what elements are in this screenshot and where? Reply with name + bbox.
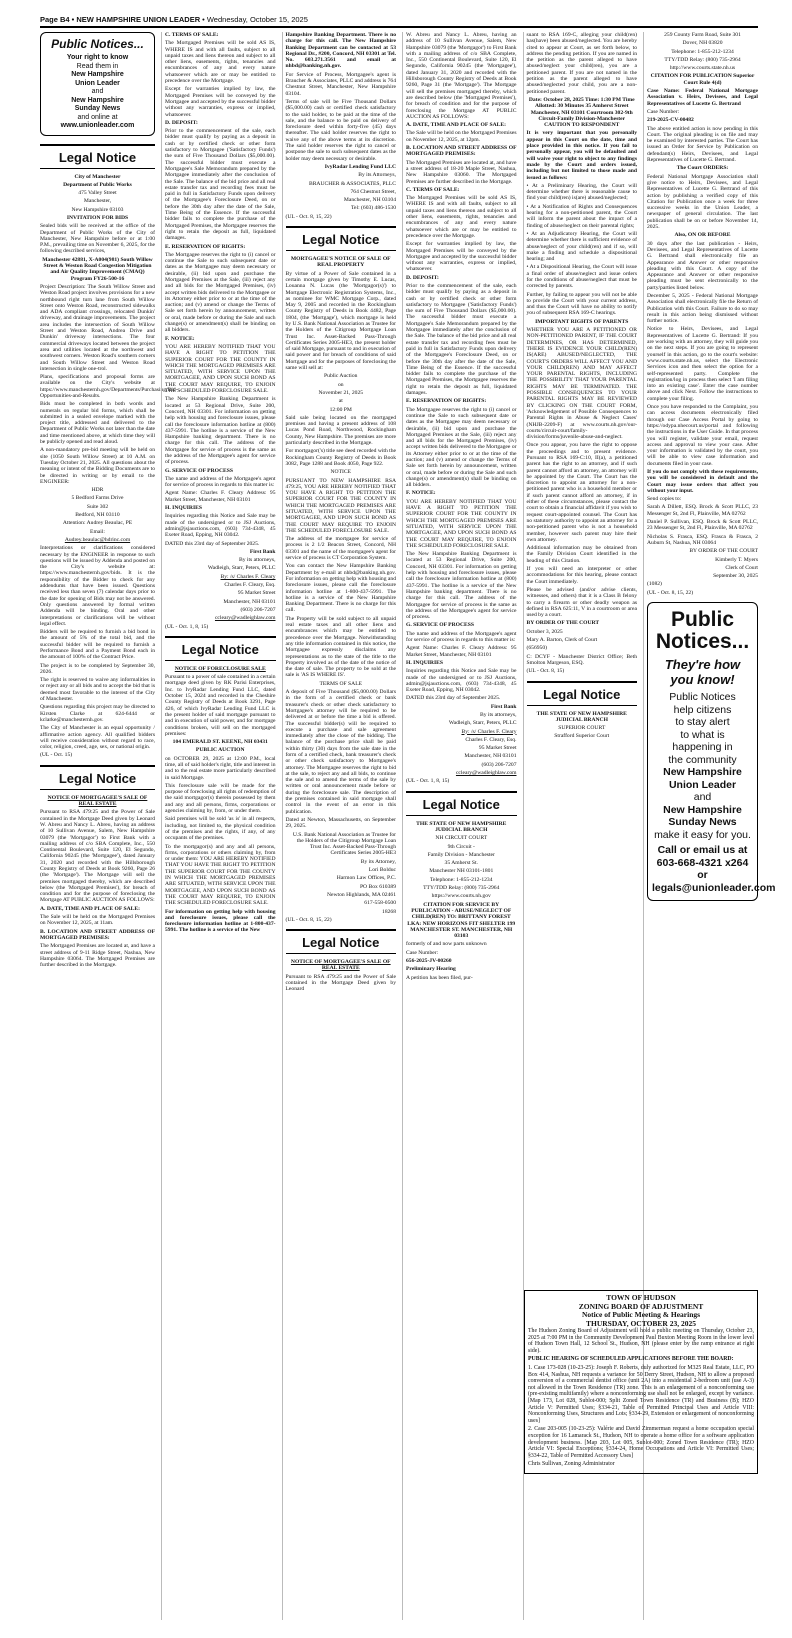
notice-paragraph: Said premises will be sold 'as is' in all respects, including, not limited to, the physical condition of the premises and the rights, if any, of any occupants of the premises. <box>165 816 276 842</box>
signature-block <box>406 704 517 785</box>
notice-line: City of Manchester <box>74 173 121 180</box>
notice-subhead: C. TERMS OF SALE: <box>406 186 460 193</box>
town-title-line: TOWN OF HUDSON <box>606 1293 676 1302</box>
promo-line: New Hampshire <box>71 96 124 104</box>
notice-line: TERMS OF SALE <box>319 680 363 687</box>
notice-line: Dover, NH 03820 <box>682 40 723 47</box>
signature-block <box>165 549 276 630</box>
notice-paragraph: This foreclosure sale will be made for the purpose of foreclosing all rights of redemption of the said mortgagor(s) therein possessed by them and any and all persons, firms, corporations or agencies claiming by, from, or under them. <box>165 782 276 815</box>
sig-line: Manchester, NH 03101 <box>223 598 276 605</box>
legal-notice-heading: Legal Notice <box>286 226 397 251</box>
notice-line: Case Number: <box>406 949 439 956</box>
sig-line: 95 Market Street <box>478 745 517 752</box>
public-notices-ad <box>647 602 776 901</box>
ad-body-line: the community <box>668 753 737 766</box>
notice-paragraph: YOU ARE HEREBY NOTIFIED THAT YOU HAVE A RIGHT TO PETITION THE SUPERIOR COURT FOR THE COUNTY IN WHICH THE MORTGAGED PREMISES ARE SITUATED, WITH SERVICE UPON THE MORTGAGEE, AND UPON SUCH BOND AS THE COURT MAY REQUIRE, TO ENJOIN THE SCHEDULED FORECLOSURE SALE. <box>165 343 276 395</box>
sig-line: September 30, 2025 <box>713 573 758 580</box>
notice-paragraph: For information on getting help with housing and foreclosure issues, please call the foreclosure information hotline at 1-800-437-5991. The hotline is a service of the New <box>165 908 276 934</box>
notice-title: THE STATE OF NEW HAMPSHIRE JUDICIAL BRANCH <box>536 710 627 723</box>
legal-notice-heading: Legal Notice <box>40 765 155 790</box>
notice-line: Strafford Superior Court <box>554 733 610 740</box>
sig-line: 764 Chestnut Street, <box>350 188 396 195</box>
notice-line: 5 Bedford Farms Drive <box>71 495 124 502</box>
ad-contact[interactable]: Call or email us at 603-668-4321 x264 or legals@unionleader.com <box>652 844 776 894</box>
notice-paragraph: Pursuant to RSA 479:25 and the Power of Sale contained in the Mortgage Deed given by Leonard W. Abreu and Nancy L. Abreu, having an address of 10 Sullivan Avenue, Salem, New Hampshire 03079 (the 'Mortgagor') to First Bank with a mailing address of c/o SBA Complete, Inc., 550 Continental Boulevard, Suite 120, El Segundo, California 90245 (the 'Mortgagee'), dated January 31, 2020 and recorded with the Hillsborough County Registry of Deeds at Book 9260, Page 26 (the 'Mortgage'). The Mortgage will sell the premises mortgaged thereby, which are described below (the 'Mortgaged Premises'), for breach of condition and for the purpose of foreclosing the Mortgage AT PUBLIC AUCTION AS FOLLOWS: <box>40 809 155 904</box>
notice-paragraph: The above entitled action is now pending in this Court. The original pleading is on file and may be examined by interested parties. The Court has issued an Order for Service by Publication on defendant(s) Heirs, Devisees, and Legal Representatives of Lucette G. Bertrand. <box>647 125 758 164</box>
promo-link[interactable]: www.unionleader.com <box>60 122 135 129</box>
ad-subtitle: They're how you know! <box>664 657 741 688</box>
notice-paragraph: December 5, 2025 - Federal National Mortgage Association shall electronically file the Return of Publication with this Court. Failure to do so may result in this action being dismissed without further notice. <box>647 292 758 325</box>
notice-mortgagee-sale-northwood <box>286 256 397 923</box>
notice-run-dates: (UL - Oct. 1, 8, 15) <box>406 778 450 785</box>
legal-notice-heading: Legal Notice <box>40 144 155 169</box>
notice-paragraph: The right is reserved to waive any informalities in or reject any or all bids and to accept the bid that is deemed most favorable to the interest of the City of Manchester. <box>40 677 155 703</box>
notice-line: Send copies to: <box>647 496 682 503</box>
notice-line: Telephone: 1-855-212-1234 <box>429 876 493 883</box>
email-link[interactable]: ccleary@wadleighlaw.com <box>214 615 276 622</box>
sig-line: Tel: (603) 486-1530 <box>351 205 396 212</box>
town-case: 2. Case 203-005 (10-23-25): Valérie and David Zimmerman request a home occupation special exception for 16 Lamarack St., Hudson, NH to operate a home office for a software application development business. [Map 203, Lot 005, Sublot-000; Zoned Town Residence (TR); HZO Article VI: Special Exceptions; §334-24, Home Occupations and Article VI: Permitted Uses; §334-22, Table of Permitted Accessory Uses] <box>528 1426 754 1459</box>
notice-paragraph: Pursuant to RSA 479:25 and the Power of Sale contained in the Mortgage Deed given by Leonard <box>285 973 396 993</box>
notice-line: 104 EMERALD ST. KEENE, NH 03431 <box>172 739 268 746</box>
town-intro: The Hudson Zoning Board of Adjustment will hold a public meeting on Thursday, October 23, 2025 at 7:00 PM in the Community Development Paul Buxton Meeting Room in the lower level of Hudson Town Hall, 12 School St., Hudson, NH (please enter by the ramp entrance at right side). <box>528 1328 754 1354</box>
town-case: 1. Case 173-028 (10-23-25): Joseph F. Roberts, duly authorized for M325 Real Estate, LLC, PO Box 414, Nashua, NH requests a variance for 50 Derry Street, Hudson, NH to allow a proposed conversion of a commercial dentist office (unit 2A) into a residential 2-bedroom unit (use A-3) not allowed in the Town Residence (TR) zone. This is an enlargement of a nonconforming use (pre-existing multifamily) where a nonconforming use shall not be enlarged, except by variance. [Map 173, Lot 028, Sublot-000; Split Zoned Town Residence (TR) and Business (B); HZO Article V: Permitted Uses; §334-21, Table of Permitted Principal Uses and Article VIII: Nonconforming Uses, Structures and Lots; §334-29, Extension or enlargement of nonconforming uses] <box>528 1364 754 1424</box>
legal-notice-heading: Legal Notice <box>286 929 397 954</box>
notice-run-dates: (UL - Oct. 8, 15, 22) <box>285 213 332 220</box>
notice-title: NOTICE OF MORTGAGEE'S SALE OF REAL ESTATE <box>290 959 391 972</box>
notice-paragraph: Terms of sale will be Five Thousand Dollars ($5,000.00) cash or certified check satisfactory to the said holder, to be paid at the time of the sale, and the balance to be paid on delivery of foreclosure deed within forty-five (45) days thereafter. The said holder reserves the right to waive any of the above terms at its discretion. The said holder reserves the right to cancel or postpone the sale to such subsequent dates as the holder may deem necessary or desirable. <box>285 98 396 162</box>
notice-paragraph: Please be advised (and/or advise clients, witnesses, and others) that it is a Class B felony to carry a firearm or other deadly weapon as defined in RSA 625:11, V in a courtroom or area used by a court. <box>526 586 637 619</box>
notice-line: 219-2025-CV-00482 <box>647 117 694 124</box>
notice-line: (656950) <box>526 645 548 652</box>
legal-notice-heading: Legal Notice <box>165 636 276 661</box>
notice-paragraph: Pursuant to a power of sale contained in a certain mortgage deed given by RK Parisi Enterprises, Inc. to IvyRadar Lending Fund LLC, dated October 15, 2024 and recorded in the Cheshire County Registry of Deeds at Book 3291, Page 426, of which IvyRadar Lending Fund LLC is the present holder of said mortgage pursuant to and in execution of said power, and for mortgage conditions broken, will sell on the mortgaged premises: <box>165 674 276 737</box>
ad-paper: New Hampshire Sunday News <box>663 803 742 829</box>
notice-subhead: C. TERMS OF SALE: <box>165 32 219 38</box>
notice-title: THE STATE OF NEW HAMPSHIRE JUDICIAL BRANCH <box>416 820 507 833</box>
notice-subhead: D. DEPOSIT: <box>165 119 198 126</box>
notice-subhead: A. DATE, TIME AND PLACE OF SALE: <box>40 905 140 912</box>
notice-paragraph: Interpretations or clarifications considered necessary by the ENGINEER in response to such questions will be issued by Addenda and posted on the City's website at: https://www.manchesternh.gov/bids. It is the responsibility of the Bidder to check for any addendums that have been issued. Questions received less than seven (7) calendar days prior to the date for opening of Bids may not be answered. Only questions answered by formal written Addenda will be binding. Oral and other interpretations or clarifications will be without legal effect. <box>40 545 155 627</box>
sig-line: (603) 206-7207 <box>481 761 517 768</box>
promo-line: Your right to know <box>66 54 129 61</box>
notice-line: November 21, 2025 <box>318 389 364 396</box>
notice-paragraph: You can contact the New Hampshire Banking Department by e-mail at nhbd@banking.nh.gov. For information on getting help with housing and foreclosure issues, please call the foreclosure information hotline at 1-800-437-5991. The hotline is a service of the New Hampshire Banking Department. There is no charge for this call. <box>285 563 396 614</box>
sig-line: By: /s/ Charles F. Cleary <box>461 728 517 735</box>
notice-line: TTY/TDD Relay: (800) 735-2964 <box>423 885 500 892</box>
notice-paragraph: For Service of Process, Mortgagee's agent is Braucher & Associates, PLLC and address is 764 Chestnut Street, Manchester, New Hampshire 03104. <box>285 71 396 97</box>
notice-paragraph: Once you appear, you have the right to oppose the proceedings and to present evidence. Pursuant to RSA 169-C:10, II(a), a petitioned parent has the right to an attorney, and if such parent cannot afford an attorney, an attorney will be appointed by the Court. The Court has the discretion to appoint an attorney for a non-petitioned parent who is a household member or if such parent cannot afford an attorney, if in either of these circumstances, please contact the court to obtain a financial affidavit if you wish to request court-appointed counsel. The Court has no statutory authority to appoint an attorney for a non-petitioned parent who is not a household member, however such parent may hire their own attorney. <box>526 442 637 543</box>
notice-line: Email: <box>90 528 105 535</box>
sig-line: By: /s/ Charles F. Cleary <box>220 573 276 580</box>
notice-strafford-superior-court <box>527 711 638 740</box>
notice-run-dates: (UL - Oct. 1, 8, 15) <box>165 623 209 630</box>
notice-paragraph: Said sale being located on the mortgaged premises and having a present address of 108 Lucas Pond Road, Northwood, Rockingham County, New Hampshire. The premises are more particularly described in the Mortgage. <box>285 414 396 447</box>
notice-line: Bedford, NH 03110 <box>75 512 120 519</box>
ad-body-line: Public Notices <box>669 691 736 704</box>
notice-paragraph: • At a Dispositional Hearing, the Court will issue a final order of abuse/neglect and issue orders for the conditions of abuse/neglect that must be corrected by parents. <box>526 264 637 290</box>
notice-paragraph: Further, by failing to appear you will not be able to provide the Court with your current address, and thus the Court will have no ability to notify you of subsequent RSA 169-C hearings. <box>526 291 637 317</box>
notice-run-dates: (UL - Oct. 8, 15) <box>526 668 565 675</box>
notice-paragraph: The Mortgaged Premises are located at, and have a street address of 9-11 Ridge Street, Nashua, New Hampshire 03064. The Mortgaged Premises are further described in the Mortgage. <box>40 943 155 969</box>
sig-line: Wadleigh, Starr, Peters, PLLC <box>207 565 276 572</box>
notice-paragraph: Sealed bids will be received at the office of the Department of Public Works of the City of Manchester, New Hampshire before or at 1:00 P.M., prevailing time on November 6, 2025, for the following described services, <box>40 223 155 255</box>
notice-subhead: F. NOTICE: <box>406 490 436 497</box>
notice-paragraph: For mortgagor('s) title see deed recorded with the Rockingham County Registry of Deeds in Book 3082, Page 1288 and Book 4050, Page 922. <box>285 448 397 467</box>
sig-line: 617-558-0500 <box>364 900 396 907</box>
notice-paragraph: Questions regarding this project may be directed to Kirsten Clarke at 624-6444 or kclarke@manchesternh.gov. <box>40 704 155 723</box>
notice-subhead: IMPORTANT RIGHTS OF PARENTS <box>535 318 629 325</box>
notice-subhead: A. DATE, TIME AND PLACE OF SALE: <box>406 122 506 129</box>
notice-paragraph: By virtue of a Power of Sale contained in a certain mortgage given by Timothy E. Lucas, Louanna N. Lucas (the 'Mortgagor(s)') to Mortgage Electronic Registration Systems, Inc., as nominee for WMC Mortgage Corp., dated May 9, 2005 and recorded in the Rockingham County Registry of Deeds in Book 4482, Page 1804, (the 'Mortgage'), which mortgage is held by U.S. Bank National Association as Trustee for the Holders of the Citigroup Mortgage Loan Trust Inc. Asset-Backed Pass-Through Certificates Series 2005-HE3, the present holder of said Mortgage, pursuant to and in execution of said power and for breach of conditions of said Mortgage and for the purposes of foreclosing the same will sell at: <box>285 270 396 372</box>
notice-run-dates: (UL - Oct. 15) <box>40 752 73 759</box>
notice-line: INVITATION FOR BIDS <box>66 214 129 221</box>
sig-line: By its Attorney, <box>360 858 396 865</box>
notice-line: Mary A. Barton, Clerk of Court <box>526 637 598 644</box>
notice-title: NOTICE OF MORTGAGEE'S SALE OF REAL ESTATE <box>47 794 148 808</box>
notice-line: Family Division - Manchester <box>427 851 495 858</box>
notice-paragraph: A non-mandatory pre-bid meeting will be held on site (1050 South Willow Street) at 10 A.M. on Tuesday October 21, 2025. All questions about the meaning or intent of the Bidding Documents are to be directed in writing or by email to the ENGINEER: <box>40 447 155 485</box>
notice-paragraph: • At a Notification of Rights and Consequences hearing for a non-petitioned parent, the Court will inform the parent about the impact of a finding of abuse/neglect on their parental rights; <box>526 203 637 229</box>
notice-line: 656-2025-JV-00260 <box>406 958 452 964</box>
public-notices-promo <box>40 32 155 136</box>
notice-paragraph: The Mortgaged Premises are located at, and have a street address of 18-20 Maple Street, Nashua, New Hampshire 03060. The Mortgaged Premises are further described in the Mortgage. <box>406 159 517 185</box>
sig-line: By its attorneys, <box>479 711 517 718</box>
legal-notice-heading: Legal Notice <box>527 681 638 706</box>
notice-paragraph: The project is to be completed by September 30, 2026. <box>40 662 155 675</box>
sig-line: Charles F. Cleary, Esq. <box>465 736 517 743</box>
town-title-line: THURSDAY, OCTOBER 23, 2025 <box>586 1318 696 1328</box>
notice-paragraph: DATED this 23rd day of September 2025. <box>406 695 501 702</box>
sig-line: Wadleigh, Starr, Peters, PLLC <box>448 720 517 727</box>
notice-line: October 3, 2025 <box>526 628 563 635</box>
notice-paragraph: The Mortgaged Premises will be sold AS IS, WHERE IS and with all faults, subject to all unpaid taxes and liens thereon and subject to all other liens, easements, rights, tenancies and encumbrances of any and every nature whatsoever which are or may be entitled to precedence over the Mortgage. <box>406 195 517 239</box>
sig-line: (603) 206-7207 <box>240 606 276 613</box>
notice-paragraph: The Mortgaged Premises will be sold AS IS, WHERE IS and with all faults, subject to all unpaid taxes and liens thereon and subject to all other liens, easements, rights, tenancies and encumbrances of any and every nature whatsoever which are or may be entitled to precedence over the Mortgage. <box>165 40 276 85</box>
sig-line: Manchester, NH 03104 <box>343 197 396 204</box>
notice-paragraph: To the mortgagor(s) and any and all persons, firms, corporations or others claiming by, from or under them: YOU ARE HEREBY NOTIFIED THAT YOU HAVE THE RIGHT TO PETITION THE SUPERIOR COURT FOR THE COUNTY IN WHICH THE MORTGAGED PREMISES ARE SITUATED, WITH SERVICE UPON THE MORTGAGEE, AND UPON SUCH BOND AS THE COURT MAY REQUIRE, TO ENJOIN THE SCHEDULED FORECLOSURE SALE. <box>165 843 276 907</box>
ad-paper: New Hampshire Union Leader <box>663 766 742 791</box>
notice-paragraph: The name and address of the Mortgagee's agent for service of process in regards to this matter is: <box>406 630 517 644</box>
ad-body-line: make it easy for you. <box>654 828 751 841</box>
notice-line: Preliminary Hearing <box>406 966 456 973</box>
notice-run-dates: (UL - Oct. 8, 15, 22) <box>285 916 332 923</box>
notice-paragraph: The Sale will be held on the Mortgaged Premises on November 12, 2025, at 12pm. <box>406 130 517 143</box>
notice-paragraph: on OCTOBER 29, 2025 at 12:00 P.M., local time, all of said holder's right, title and interest in and to the real estate more particularly described in said Mortgage. <box>165 755 276 781</box>
sig-line: 18268 <box>382 908 396 915</box>
notice-line: TTY/TDD Relay: (800) 735-2964 <box>664 56 741 63</box>
sig-line: By its Attorneys, <box>358 172 396 179</box>
notice-title: NOTICE OF FORECLOSURE SALE <box>174 665 266 672</box>
notice-paragraph: WHETHER YOU ARE A PETITIONED OR NON-PETITIONED PARENT, IF THE COURT DETERMINES, OR HAS DETERMINED, THERE IS EVIDENCE YOUR CHILD(REN) IS(ARE) ABUSED/NEGLECTED, THE COURT'S ORDERS WILL AFFECT YOU AND YOUR CHILD(REN) AND MAY AFFECT YOUR PARENTAL RIGHTS, INCLUDING THE POSSIBILITY THAT YOUR PARENTAL RIGHTS MAY BE TERMINATED. THE POSSIBLE CONSEQUENCES TO YOUR PARENTAL RIGHTS MAY BE REVIEWED BY CLICKING ON THE COURT FORM, 'Acknowledgement of Possible Consequences to Parental Rights in Abuse & Neglect Cases' (NHJB-2209-F) at www.courts.nh.gov/our-courts/circuit-court/family-division/forms/juvenile-abuse-and-neglect. <box>526 327 637 441</box>
notice-line: Case Number: <box>647 108 680 115</box>
notice-paragraph: Hampshire Banking Department. There is no charge for this call. The New Hampshire Banking Department can be contacted at 53 Regional Dr., #200, Concord, NH 03301 at Tel. No. 603.271.3561 and email at nhbd@banking.nh.gov. <box>285 32 396 70</box>
town-title-line: ZONING BOARD OF ADJUSTMENT <box>578 1301 704 1311</box>
notice-paragraph: Manchester 42881, X-A004(981) South Willow Street & Weston Road Congestion Mitigation and Air Quality Improvement (CMAQ) Program FY26-500-16 <box>42 256 153 282</box>
notice-paragraph: A petition has been filed, pur- <box>406 974 473 981</box>
notice-subhead: H. INQUIRIES <box>165 505 202 512</box>
notice-line: NH CIRCUIT COURT <box>435 835 488 842</box>
notice-paragraph: Once you have responded to the Complaint, you can access documents electronically filed through our Case Access Portal by going to https://odypa.nhecourt.us/portal and following the instructions in the User Guide. In that process you will register, validate your email, request access and approval to view your case. After your information is validated by the court, you will be able to view case information and documents filed in your case. <box>647 404 758 467</box>
newspaper-page <box>40 10 776 1620</box>
sig-line: Lori Bolduc <box>368 867 396 874</box>
notice-paragraph: Agent Name: Charles F. Cleary Address: 95 Market Street, Manchester, NH 03101 <box>165 490 276 503</box>
notice-paragraph: Date: October 28, 2025 Time: 1:30 PM Time Allotted: 30 Minutes 35 Amherst Street Manchester, NH 03101 Courtroom 302-9th Circuit-Family Division-Manchester CAUTION TO RESPONDENT <box>528 96 635 129</box>
promo-line: Read them in <box>76 62 119 70</box>
notice-paragraph: Agent Name: Charles F. Cleary Address: 95 Market Street, Manchester, NH 03101 <box>406 645 517 658</box>
notice-paragraph: 30 days after the last publication - Heirs, Devisees, and Legal Representatives of Lucette G. Bertrand shall electronically file an Appearance and Answer or other responsive pleading with this Court. A copy of the Appearance and Answer or other responsive pleading must be sent electronically to the party/parties listed below. <box>647 240 758 291</box>
promo-line: New Hampshire <box>71 71 124 78</box>
ad-body-line: to what is <box>680 728 725 741</box>
notice-subhead: G. SERVICE OF PROCESS <box>165 467 233 474</box>
promo-line: and <box>91 88 104 95</box>
notice-paragraph: W. Abreu and Nancy L. Abreu, having an address of 10 Sullivan Avenue, Salem, New Hampshire 03079 (the 'Mortgagor') to First Bank with a mailing address of c/o SBA Complete, Inc., 550 Continental Boulevard, Suite 120, El Segundo, California 90245 (the 'Mortgagee'), dated January 31, 2020 and recorded with the Hillsborough County Registry of Deeds at Book 9260, Page 31 (the 'Mortgage'). The Mortgage will sell the premises mortgaged thereby, which are described below (the 'Mortgaged Premises'), for breach of condition and for the purpose of foreclosing the Mortgage AT PUBLIC AUCTION AS FOLLOWS: <box>406 32 517 120</box>
notice-line: 475 Valley Street <box>78 190 117 197</box>
promo-line: and online at <box>77 113 118 121</box>
town-title-line: Notice of Public Meeting & Hearings <box>581 1310 701 1319</box>
notice-line: 35 Amherst St. <box>444 860 478 867</box>
promo-line: Union Leader <box>75 79 120 87</box>
notice-paragraph: The Mortgagee reserves the right to (i) cancel or continue the Sale to such subsequent date or dates as the Mortgagee may deem necessary or desirable, (ii) bid upon and purchase the Mortgaged Premises at the Sale, (iii) reject any and all bids for the Mortgaged Premises, (iv) accept written bids delivered to the Mortgagee or its Attorney either prior to or at the time of the auction; and (v) amend or change the Terms of Sale set forth herein by announcement, written or oral, made before or during the Sale and such change(s) or amendment(s) shall be binding on all bidders. <box>406 406 517 489</box>
notice-run-dates: (UL - Oct. 8, 15, 22) <box>647 589 694 596</box>
notice-paragraph: The New Hampshire Banking Department is located at 53 Regional Drive, Suite 200, Concord, NH 03301. For information on getting help with housing and foreclosure issues, please call the foreclosure information hotline at (800) 437-5991. The hotline is a service of the New Hampshire banking department. There is no charge for this call. The address of the Mortgagee for service of process is the same as the address of the Mortgagee's agent for service of process. <box>406 551 517 621</box>
ad-body-line: help citizens <box>673 703 732 716</box>
sig-line: Newton Highlands, MA 02461 <box>327 891 396 898</box>
town-section-head: PUBLIC HEARING OF SCHEDULED APPLICATIONS BEFORE THE BOARD: <box>528 1356 734 1363</box>
notice-paragraph: • At an Adjudicatory Hearing, the Court will determine whether there is sufficient evidence of abuse/neglect of your child(ren) and if so, will make a finding and schedule a dispositional hearing; and <box>526 230 637 263</box>
sig-line: PO Box 610389 <box>359 883 396 890</box>
notice-subhead: F. NOTICE: <box>165 335 195 342</box>
notice-invitation-for-bids <box>40 173 178 759</box>
notice-mortgagee-sale-maple <box>286 959 397 992</box>
notice-paragraph: Federal National Mortgage Association shall give notice to Heirs, Devisees, and Legal Representatives of Lucette G. Bertrand of this action by publishing a verified copy of this Citation for Publication once a week for three successive weeks in the Union Leader, a newspaper of general circulation. The last publication shall be on or before November 14, 2025. <box>647 173 758 231</box>
notice-line: New Hampshire 03103 <box>71 206 124 213</box>
promo-line: Sunday News <box>74 105 121 112</box>
notice-paragraph: Project Description: The South Willow Street and Weston Road project involves provisions for a new northbound right turn lane from South Willow Street onto Weston Road, reconstructed sidewalks and ADA compliant crossings, relocated Dunkin' driveway, and drainage improvements. The project area includes the intersection of South Willow Street and Weston Road, Andrea Drive and Dunkin' driveway intersections. The four commercial driveways located between the project area and utilities located at the northwest and southwest corners. Weston Road's southern corners and South Willow Street and Weston Road intersection in single one-trol. <box>40 283 155 372</box>
notice-paragraph: DATED this 23rd day of September 2025. <box>165 540 260 547</box>
town-signer: Chris Sullivan, Zoning Administrator <box>528 1461 615 1468</box>
email-link[interactable]: ccleary@wadleighlaw.com <box>455 770 517 777</box>
notice-subhead: E. RESERVATION OF RIGHTS: <box>406 398 487 405</box>
sig-line: Kimberly T. Myers <box>715 556 758 563</box>
sig-line: Charles F. Cleary, Esq. <box>224 582 276 589</box>
ad-body-line: happening in <box>672 741 733 754</box>
sig-line: Harmon Law Offices, P.C. <box>336 875 396 882</box>
ad-body-line: to stay alert <box>675 716 730 729</box>
notice-hudson-zba <box>524 1290 758 1474</box>
notice-paragraph: Bids must be completed in both words and numerals on regular bid forms, which shall be submitted in a sealed envelope marked with the project title, addressed and delivered to the Department of Public Works not later than the date and time mentioned above, at which time they will be publicly opened and read aloud. <box>40 401 155 446</box>
sig-line: Clerk of Court <box>725 564 758 571</box>
legal-notice-heading: Legal Notice <box>406 791 517 816</box>
notice-line: CITATION FOR SERVICE BY PUBLICATION - ABUSE/NEGLECT OF CHILD(REN) TO: BRITTANY FOREST LKA: NEW HORIZONS FIT SHELTER 199 MANCHESTER ST. MANCHESTER, NH 03103 <box>407 901 516 940</box>
notice-mortgagee-sale-ridge <box>40 795 155 969</box>
sig-line: Manchester, NH 03101 <box>464 753 517 760</box>
sig-line: U.S. Bank National Association as Trustee for the Holders of the Citigroup Mortgage Loan Trust Inc. Asset-Backed Pass-Through Certificates Series 2005-HE3 <box>292 831 396 857</box>
notice-paragraph: Notice to Heirs, Devisees, and Legal Representatives of Lucette G. Bertrand: If you are working with an attorney, they will guide you on the next steps. If you are going to represent yourself in this action, go to the court's website: www.courts.state.nh.us, select the Electronic Services icon and then select the option for a self-represented party. Complete the registration/log in process then select 'I am filing into an existing case'. Enter the case number above and click Next. Follow the instructions to complete your filing. <box>647 326 758 402</box>
notice-paragraph: Case Name: Federal National Mortgage Association v. Heirs, Devisees, and Legal Representatives of Lucette G. Bertrand <box>647 88 758 107</box>
notice-paragraph: Inquiries regarding this Notice and Sale may be made of the undersigned or to JSJ Auctions, admin@jsjauctions.com, (603) 734-4348, 45 Exeter Road, Epping, NH 03042. <box>165 513 276 539</box>
notice-subhead: E. RESERVATION OF RIGHTS: <box>165 243 246 250</box>
notice-paragraph: A deposit of Five Thousand ($5,000.00) Dollars in the form of a certified check or bank treasurer's check or other check satisfactory to Mortgagee's attorney will be required to be delivered at or before the time a bid is offered. The successful bidder(s) will be required to execute a purchase and sale agreement immediately after the close of the bidding. The balance of the purchase price shall be paid within thirty (30) days from the sale date in the form of a certified check, bank treasurer's check or other check satisfactory to Mortgagee's attorney. The Mortgagee reserves the right to bid at the sale, to reject any and all bids, to continue the sale and to amend the terms of the sale by written or oral announcement made before or during the foreclosure sale. The description of the premises contained in said mortgage shall control in the event of an error in this publication. <box>285 689 396 815</box>
notice-paragraph: suant to RSA 169-C, alleging your child(ren) has(have) been abused/neglected. You are hereby cited to appear at Court, as set forth below, to address the pending petition. If you are named in the petition as the parent alleged to have abused/neglect your child(ren), you are a petitioned parent. If you are not named in the petition as the parent alleged to have abused/neglected your child, you are a non-petitioned parent. <box>526 32 637 95</box>
sig-line: First Bank <box>249 548 276 555</box>
notice-line: BY ORDER OF THE COURT <box>526 620 600 627</box>
ad-paper: and <box>693 791 712 804</box>
notice-subhead: H. INQUIRIES <box>406 659 443 666</box>
notice-paragraph: Bidders will be required to furnish a bid bond in the amount of 5% of the total bid, and the successful bidder will be required to furnish a Performance Bond and a Payment Bond each in the amount of 100% of the Contract Price. <box>40 629 155 661</box>
notice-title: MORTGAGEE'S NOTICE OF SALE OF REAL PROPERTY <box>290 256 391 269</box>
column-4 <box>402 32 517 1620</box>
notice-line: on <box>337 381 344 388</box>
sig-line: IvyRadar Lending Fund LLC <box>324 163 396 170</box>
notice-paragraph: Inquiries regarding this Notice and Sale may be made of the undersigned or to JSJ Auctions, admin@jsjauctions.com, (603) 734-4348, 45 Exeter Road, Epping, NH 03042. <box>406 668 517 694</box>
notice-line: (1082) <box>647 581 662 588</box>
notice-subhead: B. LOCATION AND STREET ADDRESS OF MORTGAGED PREMISES: <box>40 928 155 941</box>
notice-paragraph: YOU ARE HEREBY NOTIFIED THAT YOU HAVE A RIGHT TO PETITION THE SUPERIOR COURT FOR THE COUNTY IN WHICH THE MORTGAGED PREMISES ARE SITUATED, WITH SERVICE UPON THE MORTGAGEE, AND UPON SUCH BOND AS THE COURT MAY REQUIRE, TO ENJOIN THE SCHEDULED FORECLOSURE SALE. <box>406 498 517 549</box>
notice-paragraph: Sarah A Dillett, ESQ. Brock & Scott PLLC, 23 Messenger St, 2nd Fl, Plainville, MA 02762 <box>647 504 758 517</box>
notice-line: Suite 302 <box>86 503 109 510</box>
notice-foreclosure-sale-keene <box>165 666 276 934</box>
notice-subhead: The Court ORDERS: <box>676 165 729 172</box>
notice-paragraph: The Property will be sold subject to all unpaid real estate taxes and all other liens and encumbrances which may be entitled to precedence over the Mortgage. Notwithstanding any title information contained in this notice, the Mortgagee expressly disclaims any representations as to the state of the title to the Property involved as of the date of the notice of the date of sale. The property to be sold at the sale is 'AS IS WHERE IS'. <box>285 615 396 679</box>
email-link[interactable]: Audrey.beaulac@hdrinc.com <box>64 536 131 543</box>
notice-line: 259 County Farm Road, Suite 301 <box>664 32 741 38</box>
notice-line: 12:00 PM <box>329 406 352 413</box>
notice-paragraph: PURSUANT TO NEW HAMPSHIRE RSA 479:25, YOU ARE HEREBY NOTIFIED THAT YOU HAVE A RIGHT TO PETITION THE SUPERIOR COURT FOR THE COUNTY IN WHICH THE MORTGAGED PREMISES ARE SITUATED, WITH SERVICE UPON THE MORTGAGEE, AND UPON SUCH BOND AS THE COURT MAY REQUIRE TO ENJOIN THE SCHEDULED FORECLOSURE SALE. <box>285 477 396 534</box>
notice-line: Manchester NH 03101-1801 <box>429 868 494 875</box>
notice-paragraph: Dated at Newton, Massachusetts, on September 29, 2025. <box>285 816 396 830</box>
notice-title: CITATION FOR PUBLICATION Superior Court Rule 4(d) <box>650 73 755 86</box>
sig-line: 95 Market Street <box>237 590 276 597</box>
column-3 <box>282 32 397 1620</box>
notice-paragraph: • At a Preliminary Hearing, the Court will determine whether there is reasonable cause to find your child(ren) is(are) abused/neglected; <box>526 182 637 202</box>
notice-line: NOTICE <box>330 469 351 476</box>
notice-subhead: D. DEPOSIT: <box>406 274 439 281</box>
notice-line: C: DCYF - Manchester District Office; Beth Smolton Margeson, ESQ. <box>526 653 637 666</box>
notice-line: Department of Public Works <box>63 181 132 188</box>
notice-line: Public Auction <box>324 373 358 380</box>
column-2 <box>161 32 276 1620</box>
notice-paragraph: It is very important that you personally appear in this Court on the date, time and place provided in this notice. If you fail to personally appear, you will be defaulted and will waive your right to object to any findings made by the Court and orders issued, including but not limited to those made and issued as follows: <box>526 130 637 181</box>
notice-line: 9th Circuit - <box>447 843 475 850</box>
notice-line: Attention: Audrey Beaulac, PE <box>62 520 133 527</box>
sig-line: BRAUCHER & ASSOCIATES, PLLC <box>308 180 396 187</box>
notice-paragraph: Nicholas S. Frasca, ESQ. Frasca & Frasca, 2 Auburn St, Nashua, NH 03064 <box>647 533 758 546</box>
notice-paragraph: The Mortgagee reserves the right to (i) cancel or continue the Sale to such subsequent date or dates as the Mortgagee may deem necessary or desirable, (ii) bid upon and purchase the Mortgaged Premises at the Sale, (iii) reject any and all bids for the Mortgaged Premises, (iv) accept written bids delivered to the Mortgagee or its Attorney either prior to or at the time of the auction; and (v) amend or change the Terms of Sale set forth herein by announcement, written or oral, made before or during the Sale and such change(s) or amendment(s) shall be binding on all bidders. <box>165 251 276 334</box>
page-label: Page B4 • NEW HAMPSHIRE UNION LEADER <box>40 15 201 24</box>
notice-paragraph: If you do not comply with these requirements, you will be considered in default and the Court may issue orders that affect you without your input. <box>647 469 758 494</box>
town-notice-box <box>524 1290 758 1474</box>
notice-paragraph: The Sale will be held on the Mortgaged Premises on November 12, 2025, at 11am. <box>40 914 155 927</box>
notice-paragraph: Plans, specifications and proposal forms are available on the City's website at https://www.manchesternh.gov/Departments/Purchasing/Bid-Opportunities-and-Results. <box>40 374 178 399</box>
sig-line: BY ORDER OF THE COURT <box>689 548 758 555</box>
notice-paragraph: Prior to the commencement of the sale, each bidder must qualify by paying as a deposit in cash or by certified check or other form satisfactory to Mortgagee ('Satisfactory Funds') the sum of Five Thousand Dollars ($5,000.00). The successful bidder must execute a Mortgagee's Sale Memorandum prepared by the Mortgagee immediately after the conclusion of the Sale. The balance of the bid price and all real estate transfer tax and recording fees must be paid in full in Satisfactory Funds upon delivery of the Mortgagee's Foreclosure Deed, on or before the 30th day after the date of the Sale, Time Being of the Essence. If the successful bidder fails to complete the purchase of the Mortgaged Premises, the Mortgagee reserves the right to retain the deposit as full, liquidated damages. <box>406 282 517 397</box>
ad-title: Public Notices... <box>655 608 750 654</box>
notice-line: PUBLIC AUCTION <box>195 747 245 754</box>
promo-title: Public Notices... <box>51 37 144 51</box>
notice-line: HDR <box>91 487 104 494</box>
notice-paragraph: Daniel P. Sullivan, ESQ. Brock & Scott PLLC, 23 Messenger St, 2nd Fl, Plainville, MA 02762 <box>647 519 758 532</box>
notice-line: at <box>338 398 343 405</box>
notice-subhead: Also, ON OR BEFORE <box>674 232 731 239</box>
notice-paragraph: The address of the mortgagee for service of process is 2 1/2 Beacon Street, Concord, NH 03301 and the name of the mortgagee's agent for service of process is CT Corporation System. <box>285 536 396 562</box>
page-header <box>40 10 758 28</box>
page-date: • Wednesday, October 15, 2025 <box>202 15 308 24</box>
notice-line: Telephone: 1-855-212-1234 <box>671 48 734 55</box>
notice-line: http://www.courts.state.nh.us <box>669 65 736 72</box>
notice-paragraph: Except for warranties implied by law, the Mortgaged Premises will be conveyed by the Mortgagee and accepted by the successful bidder without any warranties, express or implied, whatsoever. <box>165 86 276 118</box>
notice-line: SUPERIOR COURT <box>558 725 606 732</box>
notice-paragraph: The name and address of the Mortgagee's agent for service of process in regards to this matter is: <box>165 475 276 489</box>
notice-paragraph: Additional information may be obtained from the Family Division Court identified in the heading of this Citation. <box>526 545 637 564</box>
notice-citation-abuse-neglect <box>406 821 517 981</box>
notice-line: Manchester, <box>83 198 112 205</box>
notice-paragraph: If you will need an interpreter or other accommodations for this hearing, please contact the Court immediately. <box>526 566 637 585</box>
notice-subhead: B. LOCATION AND STREET ADDRESS OF MORTGAGED PREMISES: <box>406 145 517 158</box>
notice-paragraph: The New Hampshire Banking Department is located at 53 Regional Drive, Suite 200, Concord, NH 03301. For information on getting help with housing and foreclosure issues, please call the foreclosure information hotline at (800) 437-5991. The hotline is a service of the New Hampshire banking department. There is no charge for this call. The address of the Mortgagee for service of process is the same as the address of the Mortgagee's agent for service of process. <box>165 396 276 466</box>
sig-line: By its attorneys, <box>238 557 276 564</box>
notice-paragraph: Except for warranties implied by law, the Mortgaged Premises will be conveyed by the Mortgagee and accepted by the successful bidder without any warranties, express or implied, whatsoever. <box>406 241 517 273</box>
column-1 <box>40 32 178 1620</box>
sig-line: First Bank <box>490 703 517 710</box>
notice-subhead: G. SERVICE OF PROCESS <box>406 622 474 629</box>
notice-line: https://www.courts.nh.gov <box>431 893 491 900</box>
notice-line: formerly of and now parts unknown <box>406 941 487 948</box>
notice-paragraph: The City of Manchester is an equal opportunity / affirmative action agency. All qualified bidders will receive consideration without regard to race, color, religion, creed, age, sex, or national origin. <box>40 725 155 751</box>
notice-paragraph: Prior to the commencement of the sale, each bidder must qualify by paying as a deposit in cash or by certified check or other form satisfactory to Mortgagee ('Satisfactory Funds') the sum of Five Thousand Dollars ($5,000.00). The successful bidder must execute a Mortgagee's Sale Memorandum prepared by the Mortgagee immediately after the conclusion of the Sale. The balance of the bid price and all real estate transfer tax and recording fees must be paid in full in Satisfactory Funds upon delivery of the Mortgagee's Foreclosure Deed, on or before the 30th day after the date of the Sale, Time Being of the Essence. If the successful bidder fails to complete the purchase of the Mortgaged Premises, the Mortgagee reserves the right to retain the deposit as full, liquidated damages. <box>165 128 276 242</box>
